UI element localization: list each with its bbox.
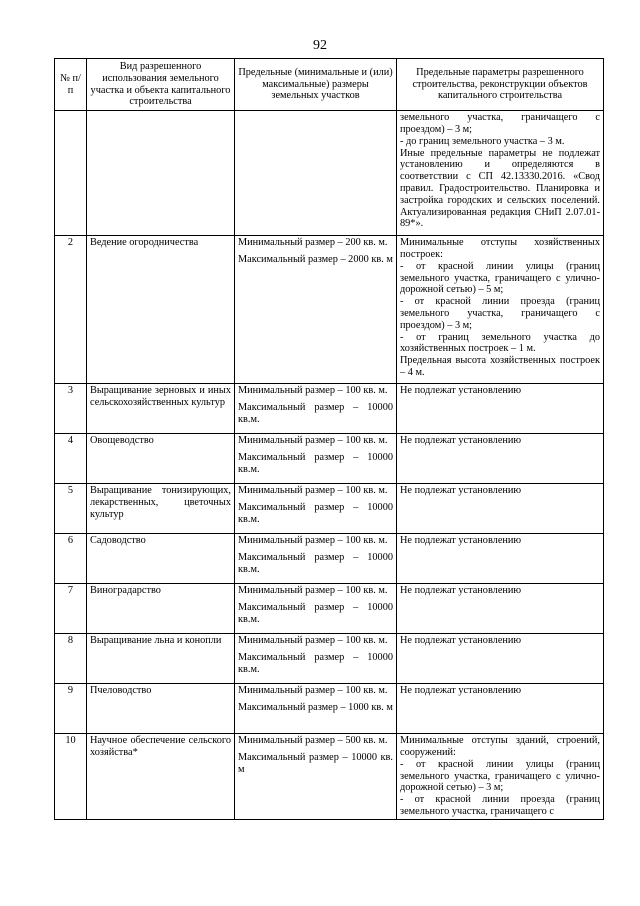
- size-min: Минимальный размер – 200 кв. м.: [238, 237, 388, 249]
- row-num: [55, 111, 87, 236]
- param-line: Не подлежат установлению: [400, 635, 522, 647]
- table-row: [55, 384, 604, 434]
- row-use: Овощеводство: [87, 434, 235, 484]
- param-line: - от красной линии проезда (границ земельного участка, граничащего с: [400, 794, 600, 817]
- row-size: [235, 534, 397, 584]
- param-line: - от красной линии проезда (границ земельного участка, граничащего с проездом) – 3 м;: [400, 296, 600, 331]
- row-size: [235, 634, 397, 684]
- zoning-table: [54, 58, 604, 820]
- param-line: Минимальные отступы зданий, строений, сооружений:: [400, 735, 600, 758]
- table-row: [55, 434, 604, 484]
- param-line: Не подлежат установлению: [400, 585, 522, 597]
- size-max: Максимальный размер – 2000 кв. м: [238, 253, 393, 265]
- row-use: [87, 111, 235, 236]
- row-size: [235, 384, 397, 434]
- row-use: Научное обеспечение сельского хозяйства*: [87, 734, 235, 820]
- param-line: Минимальные отступы хозяйственных построек:: [400, 237, 600, 260]
- header-params: Предельные параметры разрешенного строительства, реконструкции объектов капитального строительства: [397, 59, 604, 111]
- row-num: 7: [55, 584, 87, 634]
- row-num: 8: [55, 634, 87, 684]
- row-params: [397, 434, 604, 484]
- table-row: [55, 584, 604, 634]
- size-min: Минимальный размер – 500 кв. м.: [238, 735, 388, 747]
- row-num: 10: [55, 734, 87, 820]
- row-num: 6: [55, 534, 87, 584]
- size-min: Минимальный размер – 100 кв. м.: [238, 635, 388, 647]
- size-min: Минимальный размер – 100 кв. м.: [238, 685, 388, 697]
- row-size: [235, 734, 397, 820]
- row-num: 3: [55, 384, 87, 434]
- row-params: [397, 236, 604, 384]
- row-params: [397, 684, 604, 734]
- row-num: 4: [55, 434, 87, 484]
- row-size: [235, 434, 397, 484]
- row-num: 9: [55, 684, 87, 734]
- header-size: Предельные (минимальные и (или) максимальные) размеры земельных участков: [235, 59, 397, 111]
- param-line: Иные предельные параметры не подлежат установлению и определяются в соответствии с СП 42.13330.2016. «Свод правил. Градостроительство. Планировка и застройка городских и сельских поселений. Актуализированная редакция СНиП 2.07.01-89*».: [400, 147, 600, 230]
- row-use: Садоводство: [87, 534, 235, 584]
- size-max: Максимальный размер – 10000 кв.м.: [238, 401, 393, 425]
- row-num: 5: [55, 484, 87, 534]
- table-row: [55, 236, 604, 384]
- table-row: [55, 634, 604, 684]
- param-line: - до границ земельного участка – 3 м.: [400, 135, 565, 147]
- row-use: Выращивание тонизирующих, лекарственных, цветочных культур: [87, 484, 235, 534]
- row-params: [397, 534, 604, 584]
- param-line: - от границ земельного участка до хозяйственных построек – 1 м.: [400, 331, 600, 355]
- param-line: земельного участка, граничащего с проездом) – 3 м;: [400, 112, 600, 135]
- size-min: Минимальный размер – 100 кв. м.: [238, 385, 388, 397]
- size-min: Минимальный размер – 100 кв. м.: [238, 585, 388, 597]
- row-size: [235, 584, 397, 634]
- header-use: Вид разрешенного использования земельного участка и объекта капитального строительства: [87, 59, 235, 111]
- param-line: Не подлежат установлению: [400, 685, 522, 697]
- row-params: [397, 584, 604, 634]
- row-num: 2: [55, 236, 87, 384]
- row-size: [235, 684, 397, 734]
- table-row: [55, 534, 604, 584]
- size-max: Максимальный размер – 10000 кв.м.: [238, 601, 393, 625]
- row-size: [235, 484, 397, 534]
- size-min: Минимальный размер – 100 кв. м.: [238, 485, 388, 497]
- size-max: Максимальный размер – 10000 кв.м.: [238, 551, 393, 575]
- size-min: Минимальный размер – 100 кв. м.: [238, 435, 388, 447]
- row-params: [397, 384, 604, 434]
- row-params: [397, 634, 604, 684]
- size-min: Минимальный размер – 100 кв. м.: [238, 535, 388, 547]
- row-use: Пчеловодство: [87, 684, 235, 734]
- param-line: - от красной линии улицы (границ земельного участка, граничащего с улично-дорожной сетью) – 5 м;: [400, 260, 600, 296]
- row-size: [235, 111, 397, 236]
- param-line: Не подлежат установлению: [400, 435, 522, 447]
- table-row: [55, 734, 604, 820]
- row-use: Ведение огородничества: [87, 236, 235, 384]
- size-max: Максимальный размер – 10000 кв.м.: [238, 451, 393, 475]
- table-row: [55, 111, 604, 236]
- row-use: Выращивание зерновых и иных сельскохозяйственных культур: [87, 384, 235, 434]
- size-max: Максимальный размер – 10000 кв.м.: [238, 501, 393, 525]
- param-line: - от красной линии улицы (границ земельного участка, граничащего с улично-дорожной сетью) – 3 м;: [400, 758, 600, 794]
- header-num: № п/п: [55, 59, 87, 111]
- table-row: [55, 684, 604, 734]
- row-params: [397, 734, 604, 820]
- size-max: Максимальный размер – 10000 кв.м.: [238, 651, 393, 675]
- param-line: Не подлежат установлению: [400, 485, 522, 497]
- table-row: [55, 484, 604, 534]
- row-use: Виноградарство: [87, 584, 235, 634]
- param-line: Не подлежат установлению: [400, 535, 522, 547]
- size-max: Максимальный размер – 10000 кв. м: [238, 751, 393, 775]
- row-params: [397, 111, 604, 236]
- param-line: Предельная высота хозяйственных построек – 4 м.: [400, 355, 600, 378]
- row-params: [397, 484, 604, 534]
- param-line: Не подлежат установлению: [400, 385, 522, 397]
- page-number: 92: [313, 38, 327, 53]
- row-size: [235, 236, 397, 384]
- size-max: Максимальный размер – 1000 кв. м: [238, 701, 393, 713]
- row-use: Выращивание льна и конопли: [87, 634, 235, 684]
- table-header-row: [55, 59, 604, 111]
